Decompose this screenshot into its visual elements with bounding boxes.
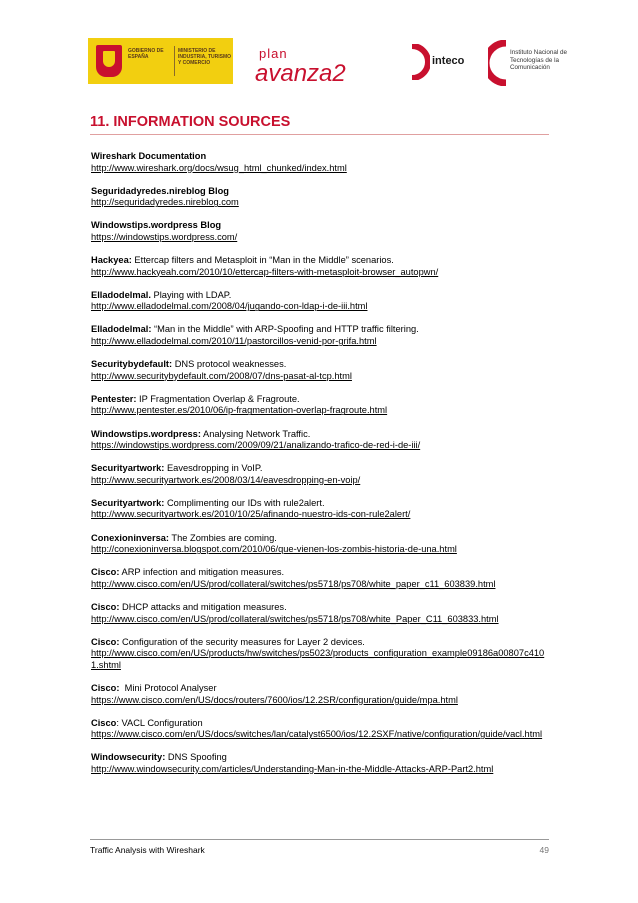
source-name: Cisco:: [91, 682, 120, 693]
source-heading: [91, 498, 551, 510]
source-heading: [91, 429, 551, 441]
source-link[interactable]: https://www.cisco.com/en/US/docs/routers/7600/ios/12.2SR/configuration/guide/mpa.html: [91, 694, 458, 705]
source-item: [91, 533, 551, 556]
source-item: [91, 567, 551, 590]
source-heading: [91, 602, 551, 614]
source-description: ARP infection and mitigation measures.: [119, 567, 285, 578]
source-description: DNS Spoofing: [165, 752, 227, 763]
source-description: Ettercap filters and Metasploit in “Man in the Middle” scenarios.: [131, 255, 394, 266]
institute-arc-icon: [488, 40, 510, 86]
source-heading: [91, 394, 551, 406]
source-link[interactable]: http://www.securityartwork.es/2008/03/14/eavesdropping-en-voip/: [91, 474, 361, 485]
source-heading: [91, 718, 551, 730]
source-description: The Zombies are coming.: [169, 532, 277, 543]
gobierno-label: GOBIERNO DE ESPAÑA: [128, 48, 164, 60]
source-description: Eavesdropping in VoIP.: [164, 463, 263, 474]
source-link[interactable]: https://www.cisco.com/en/US/docs/switches/lan/catalyst6500/ios/12.2SXF/native/configuration/guide/vacl.html: [91, 729, 543, 740]
source-heading: [91, 151, 551, 163]
source-link[interactable]: http://www.windowsecurity.com/articles/Understanding-Man-in-the-Middle-Attacks-ARP-Part2.html: [91, 763, 494, 774]
source-name: Cisco:: [91, 567, 120, 578]
source-description: DHCP attacks and mitigation measures.: [119, 601, 287, 612]
source-heading: [91, 463, 551, 475]
source-heading: [91, 752, 551, 764]
source-name: Pentester:: [91, 393, 137, 404]
logo-divider: [174, 46, 175, 76]
source-link[interactable]: http://www.securityartwork.es/2010/10/25/afinando-nuestro-ids-con-rule2alert/: [91, 509, 411, 520]
source-heading: [91, 186, 551, 198]
source-item: [91, 602, 551, 625]
source-heading: [91, 359, 551, 371]
source-name: Cisco: [91, 717, 117, 728]
source-item: [91, 463, 551, 486]
source-heading: [91, 683, 551, 695]
source-heading: [91, 324, 551, 336]
avanza-label: avanza2: [255, 60, 346, 87]
source-item: [91, 752, 551, 775]
source-description: : VACL Configuration: [116, 717, 203, 728]
source-item: [91, 151, 551, 174]
source-description: Playing with LDAP.: [150, 289, 232, 300]
source-item: [91, 359, 551, 382]
source-name: Securitybydefault:: [91, 359, 173, 370]
source-item: [91, 683, 551, 706]
source-heading: [91, 637, 551, 649]
source-name: Elladodelmal.: [91, 289, 151, 300]
source-link[interactable]: https://windowstips.wordpress.com/: [91, 231, 238, 242]
source-item: [91, 394, 551, 417]
source-name: Windowstips.wordpress:: [91, 428, 201, 439]
source-name: Seguridadyredes.nireblog Blog: [91, 185, 229, 196]
inteco-logo: [408, 44, 483, 80]
institute-label: Instituto Nacional de Tecnologías de la Comunicación: [510, 49, 568, 71]
source-item: [91, 429, 551, 452]
sources-list: [91, 151, 551, 787]
source-heading: [91, 290, 551, 302]
source-name: Cisco:: [91, 601, 120, 612]
coat-of-arms-icon: [96, 45, 122, 77]
source-name: Conexioninversa:: [91, 532, 170, 543]
page-number: 49: [539, 845, 549, 855]
source-item: [91, 324, 551, 347]
source-heading: [91, 567, 551, 579]
source-item: [91, 220, 551, 243]
source-link[interactable]: http://seguridadyredes.nireblog.com: [91, 197, 239, 208]
footer-doc-title: Traffic Analysis with Wireshark: [90, 845, 205, 855]
source-link[interactable]: http://www.hackyeah.com/2010/10/ettercap-filters-with-metasploit-browser_autopwn/: [91, 266, 439, 277]
ministerio-label: MINISTERIO DE INDUSTRIA, TURISMO Y COMERCIO: [178, 48, 232, 66]
source-link[interactable]: http://www.cisco.com/en/US/prod/collateral/switches/ps5718/ps708/white_paper_c11_603839.html: [91, 578, 496, 589]
source-name: Cisco:: [91, 636, 120, 647]
source-description: Mini Protocol Analyser: [119, 682, 217, 693]
source-link[interactable]: http://conexioninversa.blogspot.com/2010/06/que-vienen-los-zombis-historia-de-una.html: [91, 544, 457, 555]
source-description: DNS protocol weaknesses.: [172, 359, 287, 370]
source-item: [91, 186, 551, 209]
source-link[interactable]: http://www.pentester.es/2010/06/ip-fragmentation-overlap-fragroute.html: [91, 405, 388, 416]
gobierno-logo: [88, 38, 233, 84]
source-item: [91, 498, 551, 521]
section-title: 11. INFORMATION SOURCES: [90, 114, 291, 130]
plan-label: plan: [259, 46, 288, 61]
source-link[interactable]: http://www.securitybydefault.com/2008/07/dns-pasat-al-tcp.html: [91, 370, 352, 381]
source-name: Wireshark Documentation: [91, 151, 207, 161]
source-name: Elladodelmal:: [91, 324, 152, 335]
source-link[interactable]: http://www.elladodelmal.com/2010/11/pastorcillos-venid-por-grifa.html: [91, 336, 377, 347]
source-link[interactable]: http://www.wireshark.org/docs/wsug_html_chunked/index.html: [91, 162, 347, 173]
source-item: [91, 637, 551, 672]
source-description: Analysing Network Traffic.: [200, 428, 311, 439]
source-item: [91, 718, 551, 741]
source-link[interactable]: http://www.cisco.com/en/US/prod/collateral/switches/ps5718/ps708/white_Paper_C11_603833.html: [91, 613, 499, 624]
source-description: Configuration of the security measures for Layer 2 devices.: [119, 636, 365, 647]
source-heading: [91, 220, 551, 232]
source-link[interactable]: http://www.elladodelmal.com/2008/04/jugando-con-ldap-i-de-iii.html: [91, 301, 368, 312]
inteco-label: inteco: [432, 55, 465, 67]
source-name: Securityartwork:: [91, 463, 165, 474]
source-link[interactable]: https://windowstips.wordpress.com/2009/09/21/analizando-trafico-de-red-i-de-iii/: [91, 440, 421, 451]
institute-logo: [488, 40, 568, 86]
source-item: [91, 255, 551, 278]
inteco-arc-icon: [408, 44, 430, 80]
source-description: Complimenting our IDs with rule2alert.: [164, 497, 325, 508]
source-name: Windowsecurity:: [91, 752, 166, 763]
source-name: Windowstips.wordpress Blog: [91, 220, 222, 231]
footer-divider: [90, 839, 549, 840]
title-divider: [90, 134, 549, 135]
source-link[interactable]: http://www.cisco.com/en/US/products/hw/switches/ps5023/products_configuration_example09186a00807c4101.shtml: [91, 648, 545, 670]
source-item: [91, 290, 551, 313]
plan-avanza-logo: [255, 46, 385, 86]
page-header: [88, 38, 568, 90]
source-description: IP Fragmentation Overlap & Fragroute.: [136, 393, 300, 404]
source-heading: [91, 255, 551, 267]
source-heading: [91, 533, 551, 545]
source-name: Securityartwork:: [91, 497, 165, 508]
source-description: “Man in the Middle” with ARP-Spoofing and HTTP traffic filtering.: [151, 324, 419, 335]
source-name: Hackyea:: [91, 255, 132, 266]
